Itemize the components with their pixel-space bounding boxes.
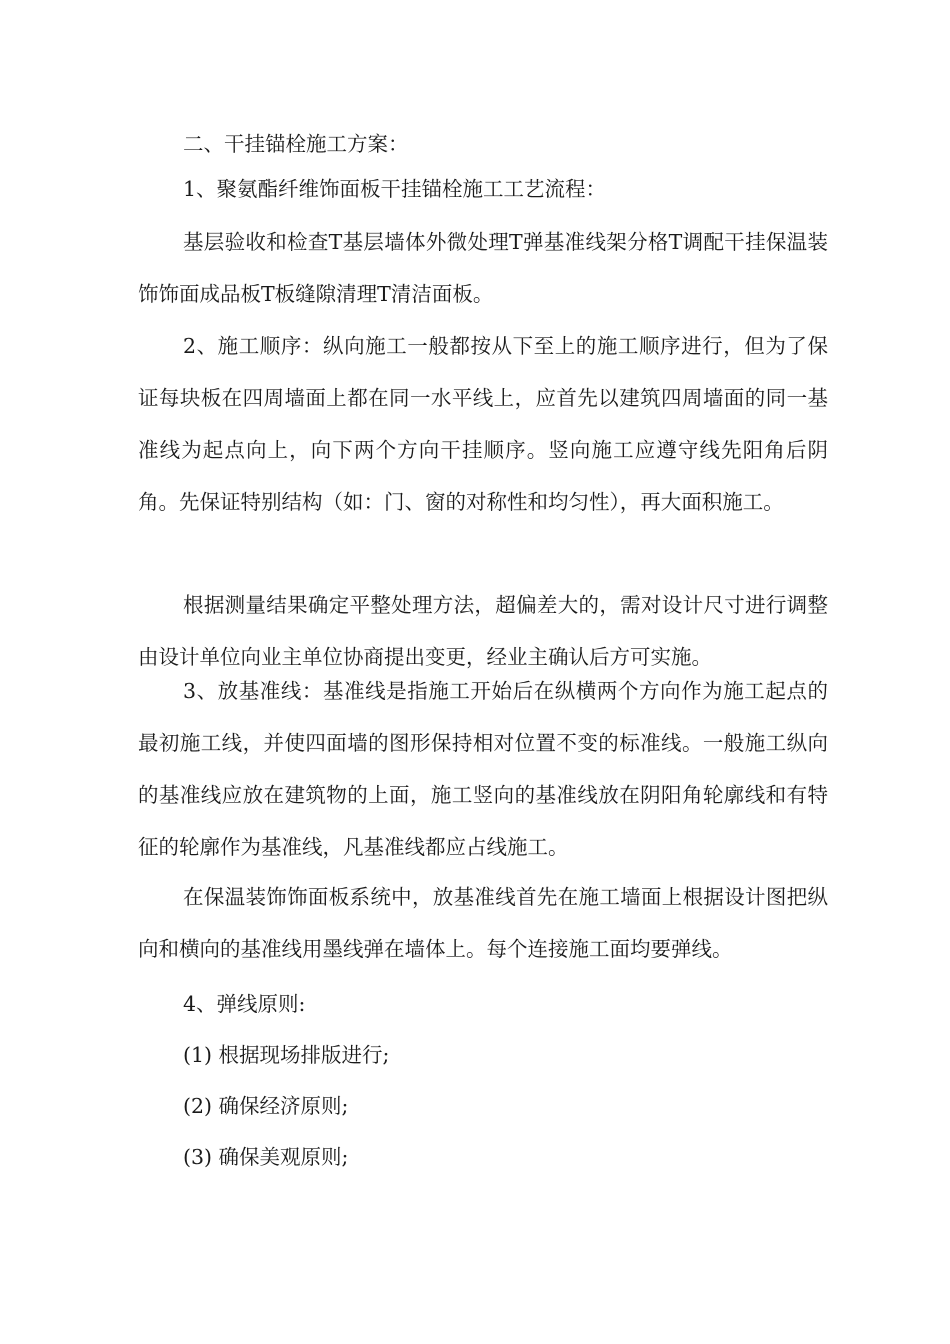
construction-order-paragraph: 2、施工顺序：纵向施工一般都按从下至上的施工顺序进行，但为了保证每块板在四周墙面上都在同一水平线上，应首先以建筑四周墙面的同一基准线为起点向上，向下两个方向干挂顺序。竖向施工应遵守线先阳角后阴角。先保证特别结构（如：门、窗的对称性和均匀性），再大面积施工。 xyxy=(138,334,828,514)
process-flow-paragraph: 基层验收和检查T基层墙体外微处理T弹基准线架分格T调配干挂保温装饰饰面成品板T板缝隙清理T清洁面板。 xyxy=(138,230,828,306)
section-heading: 二、干挂锚栓施工方案： xyxy=(183,132,409,156)
baseline-system-paragraph: 在保温装饰饰面板系统中，放基准线首先在施工墙面上根据设计图把纵向和横向的基准线用墨线弹在墙体上。每个连接施工面均要弹线。 xyxy=(138,885,828,961)
principle-item: (3) 确保美观原则; xyxy=(183,1145,349,1169)
line-principles-heading: 4、弹线原则: xyxy=(183,992,306,1016)
principle-item: (2) 确保经济原则; xyxy=(183,1094,349,1118)
principle-item: (1) 根据现场排版进行; xyxy=(183,1043,390,1067)
measurement-paragraph: 根据测量结果确定平整处理方法，超偏差大的，需对设计尺寸进行调整由设计单位向业主单位协商提出变更，经业主确认后方可实施。 xyxy=(138,593,828,669)
subsection-process-heading: 1、聚氨酯纤维饰面板干挂锚栓施工工艺流程： xyxy=(183,177,607,201)
baseline-paragraph: 3、放基准线：基准线是指施工开始后在纵横两个方向作为施工起点的最初施工线，并使四面墙的图形保持相对位置不变的标准线。一般施工纵向的基准线应放在建筑物的上面，施工竖向的基准线放在阴阳角轮廓线和有特征的轮廓作为基准线，凡基准线都应占线施工。 xyxy=(138,679,828,859)
